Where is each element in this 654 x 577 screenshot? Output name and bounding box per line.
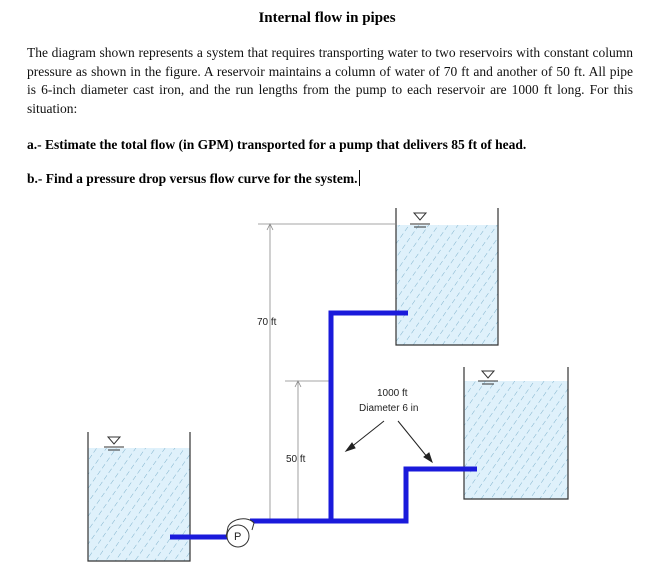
label-70ft: 70 ft (257, 317, 277, 328)
arrow-to-lower-pipe (398, 421, 428, 458)
arrowhead-left (346, 443, 355, 451)
upper-water (396, 225, 498, 345)
question-b: b.- Find a pressure drop versus flow curve for the system. (27, 171, 358, 186)
upper-water-level-icon (410, 213, 430, 227)
discharge-pipe-lower (250, 469, 477, 521)
question-a: a.- Estimate the total flow (in GPM) transported for a pump that delivers 85 ft of head. (27, 137, 527, 152)
label-pipe-length: 1000 ft (377, 388, 408, 399)
label-pipe-diameter: Diameter 6 in (359, 403, 419, 414)
supply-reservoir (88, 432, 190, 561)
problem-statement: The diagram shown represents a system that requires transporting water to two reservoirs with constant column pressure as shown in the figure. A reservoir maintains a column of water of 70 ft and another of 50 ft. All pipe is 6-inch diameter cast iron, and the run lengths from the pump to each reservoir are 1000 ft long. For this situation: (27, 45, 633, 116)
arrow-to-upper-pipe (350, 421, 384, 448)
lower-water (464, 381, 568, 499)
pipe-network (170, 313, 477, 537)
lower-reservoir (464, 367, 568, 499)
upper-reservoir (396, 208, 498, 345)
pump-label: P (234, 531, 242, 543)
elevation-50ft-dimension (285, 381, 331, 521)
label-50ft: 50 ft (286, 454, 306, 465)
annotation-arrows (346, 421, 432, 462)
supply-water (88, 448, 190, 561)
elevation-70ft-dimension (258, 224, 396, 521)
page-title: Internal flow in pipes (258, 10, 396, 26)
pump-icon (226, 519, 254, 547)
